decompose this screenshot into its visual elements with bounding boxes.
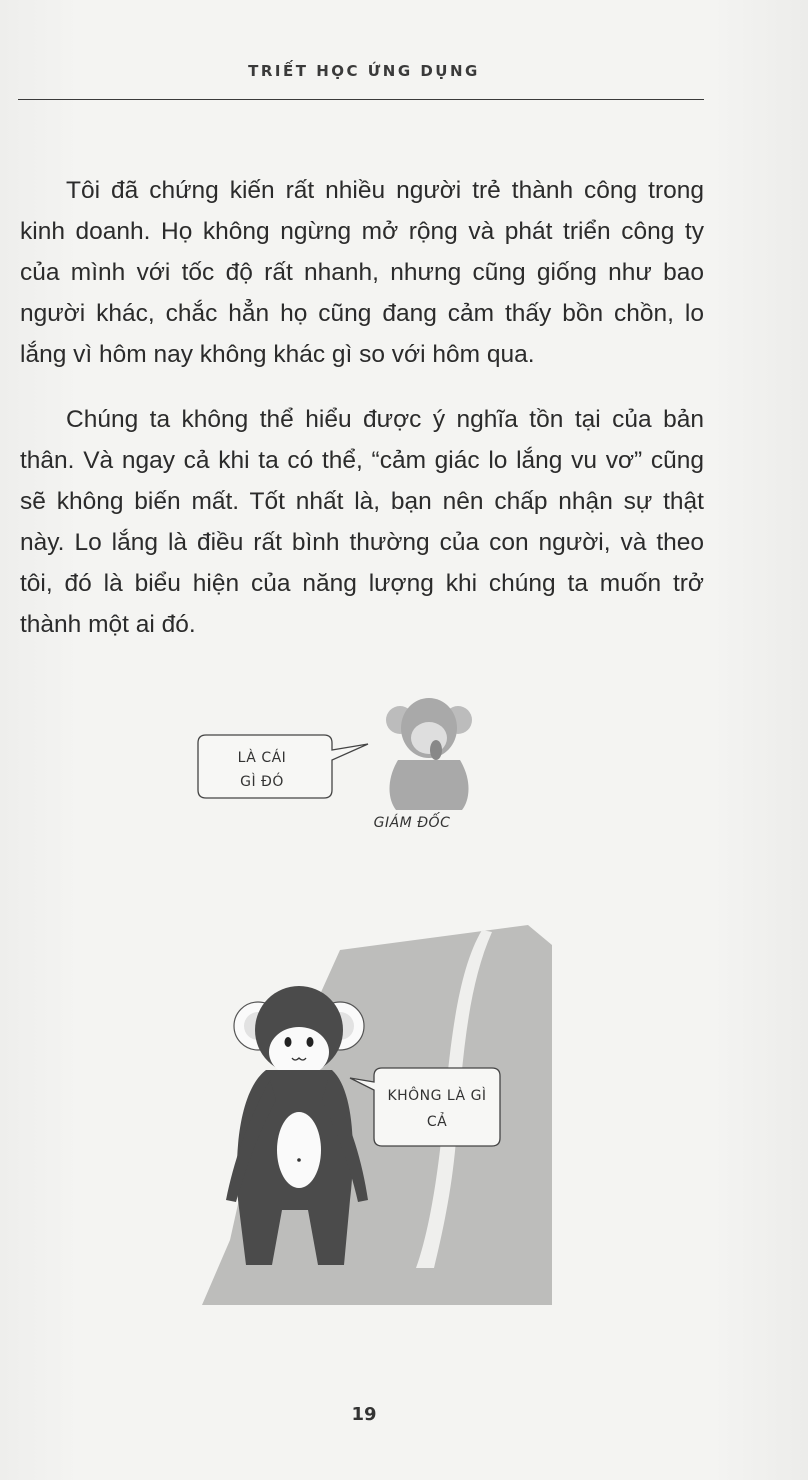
illustration-svg — [190, 680, 570, 1310]
body-text — [20, 170, 704, 669]
paragraph-2: Chúng ta không thể hiểu được ý nghĩa tồn tại của bản thân. Và ngay cả khi ta có thể, “cảm giác lo lắng vu vơ” cũng sẽ không biến mất. Tốt nhất là, bạn nên chấp nhận sự thật này. Lo lắng là điều rất bình thường của con người, và theo tôi, đó là biểu hiện của năng lượng khi chúng ta muốn trở thành một ai đó. — [20, 406, 704, 638]
monkey-navel — [297, 1158, 301, 1162]
director-body — [390, 760, 469, 810]
director-hand — [430, 740, 442, 760]
bubble-top-line1: LÀ CÁI — [237, 750, 287, 766]
bubble-top-line2: GÌ ĐÓ — [240, 774, 284, 790]
bubble-bottom-line1: KHÔNG LÀ GÌ — [387, 1088, 487, 1104]
paragraph-1: Tôi đã chứng kiến rất nhiều người trẻ thành công trong kinh doanh. Họ không ngừng mở rộng và phát triển công ty của mình với tốc độ rất nhanh, nhưng cũng giống như bao người khác, chắc hẳn họ cũng đang cảm thấy bồn chồn, lo lắng vì hôm nay không khác gì so với hôm qua. — [20, 177, 704, 368]
director-monkey — [386, 698, 472, 810]
monkey-illustration — [190, 680, 570, 1310]
monkey-face — [269, 1027, 329, 1077]
bubble-bottom-line2: CẢ — [426, 1114, 448, 1130]
monkey-eye-left — [285, 1037, 292, 1047]
page-number: 19 — [351, 1404, 377, 1425]
speech-bubble-top — [198, 735, 368, 798]
running-head-title: TRIẾT HỌC ỨNG DỤNG — [248, 62, 480, 80]
monkey-belly — [277, 1112, 321, 1188]
header-rule — [18, 99, 704, 100]
caption-director: GIÁM ĐỐC — [373, 815, 451, 831]
monkey-eye-right — [307, 1037, 314, 1047]
